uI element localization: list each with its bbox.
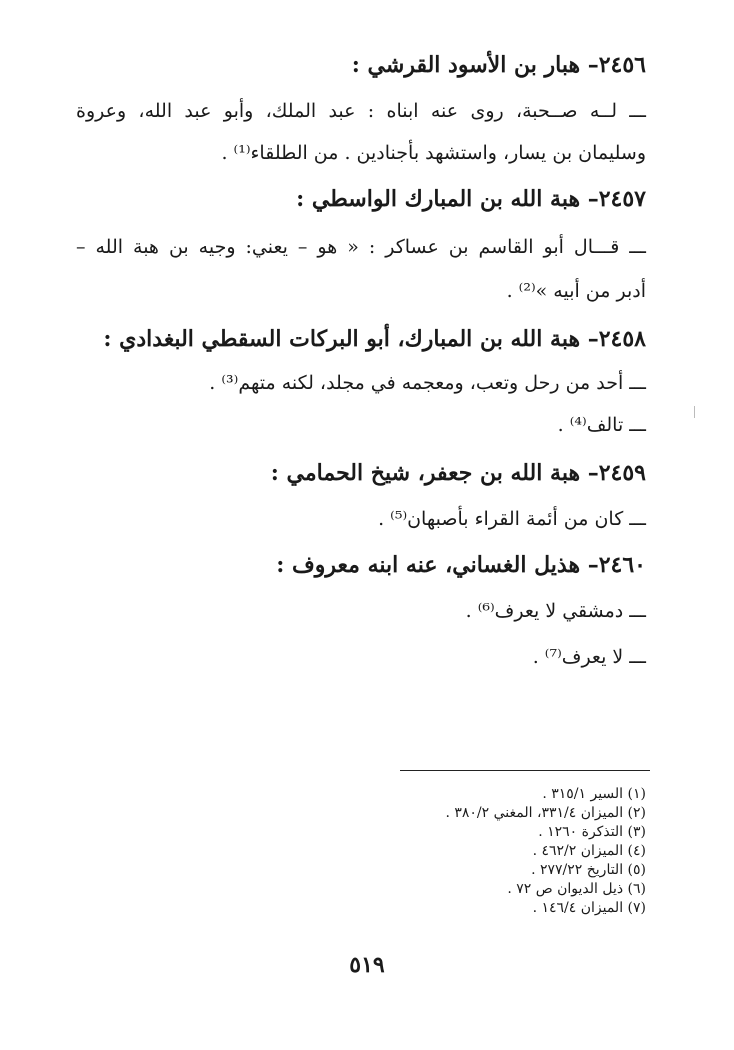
entry-text-line: ـــ لــه صــحبة، روى عنه ابناه : عبد الملك، وأبو عبد الله، وعروة [76,100,646,122]
footnote: (٢) الميزان ٣٣١/٤، المغني ٣٨٠/٢ . [445,805,646,821]
footnote: (٣) التذكرة ١٢٦٠ . [538,824,646,840]
entry-text-line: ـــ لا يعرف⁽⁷⁾ . [532,646,646,668]
entry-heading-2456: ٢٤٥٦– هبار بن الأسود القرشي : [351,52,646,78]
page-number: ٥١٩ [349,952,385,978]
entry-text-line: ـــ قـــال أبو القاسم بن عساكر : « هو – يعني: وجيه بن هبة الله – [76,236,646,258]
footnote: (٥) التاريخ ٢٧٧/٢٢ . [531,862,646,878]
entry-text-line: ـــ كان من أئمة القراء بأصبهان⁽⁵⁾ . [378,508,646,530]
entry-text-line: ـــ تالف⁽⁴⁾ . [557,414,646,436]
footnote: (٧) الميزان ١٤٦/٤ . [532,900,646,916]
footnote-divider [400,770,650,771]
scan-speck [694,406,695,418]
footnote: (٤) الميزان ٤٦٢/٢ . [532,843,646,859]
entry-heading-2457: ٢٤٥٧– هبة الله بن المبارك الواسطي : [296,186,646,212]
entry-text-line: وسليمان بن يسار، واستشهد بأجنادين . من الطلقاء⁽¹⁾ . [221,142,646,164]
entry-heading-2459: ٢٤٥٩– هبة الله بن جعفر، شيخ الحمامي : [270,460,646,486]
entry-text-line: ـــ أحد من رحل وتعب، ومعجمه في مجلد، لكنه متهم⁽³⁾ . [209,372,646,394]
footnote: (٦) ذيل الديوان ص ٧٢ . [507,881,646,897]
footnote: (١) السير ٣١٥/١ . [542,786,646,802]
entry-text-line: أدبر من أبيه »⁽²⁾ . [506,280,646,302]
entry-heading-2458: ٢٤٥٨– هبة الله بن المبارك، أبو البركات السقطي البغدادي : [103,326,646,352]
entry-heading-2460: ٢٤٦٠– هذيل الغساني، عنه ابنه معروف : [276,552,646,578]
entry-text-line: ـــ دمشقي لا يعرف⁽⁶⁾ . [465,600,646,622]
